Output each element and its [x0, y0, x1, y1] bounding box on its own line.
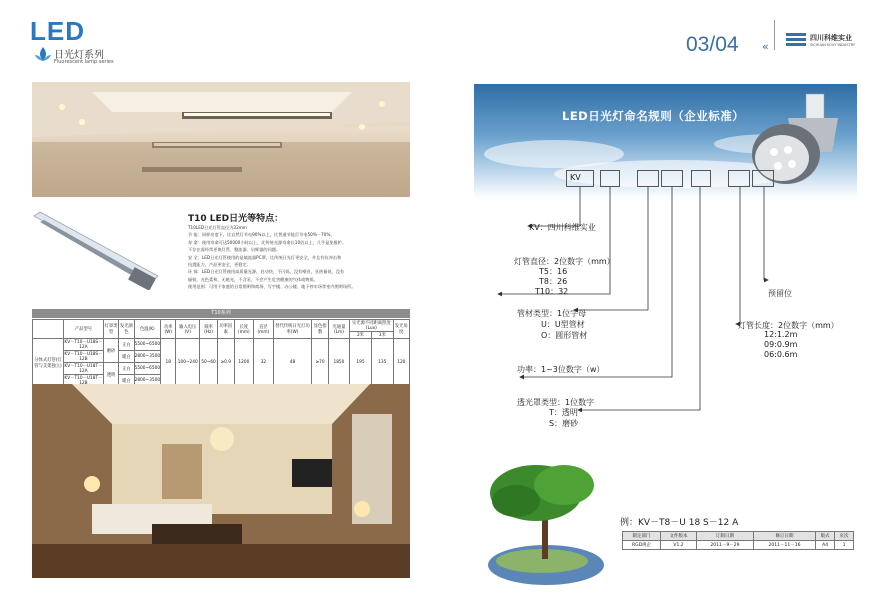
- cover-rule-head: 透光罩类型：1位数字: [517, 398, 595, 407]
- feature-line: 使用范围：可用于家庭的日常照明和商场、写字楼、办公楼、地下停车场等室内照明场所。: [188, 284, 356, 290]
- table-cell: 32: [254, 339, 273, 387]
- tube-type-rule-item: O：圆形管材: [541, 331, 588, 340]
- tube-type-rule-head: 管材类型：1位字母: [517, 309, 587, 318]
- table-header: 产品型号: [64, 320, 104, 339]
- table-header: 显色指数: [312, 320, 328, 339]
- table-header: 灯罩类型: [103, 320, 118, 339]
- length-rule-item: 09:0.9m: [764, 340, 798, 349]
- power-rule: 功率：1~3位数字（w）: [517, 365, 605, 374]
- table-cell: 2800~3500: [134, 351, 160, 363]
- table-cell: KV－T10－U18S－12B: [64, 352, 103, 362]
- table-cell: ≥70: [312, 339, 328, 387]
- table-cell: 18: [161, 339, 176, 387]
- ceiling-lights-photo: [32, 82, 410, 197]
- t10-feature-title: T10 LED日光等特点：: [188, 214, 284, 224]
- table-cell: 正白: [119, 363, 134, 375]
- document-info-table: [622, 531, 854, 550]
- cover-rule-item: S：磨砂: [549, 419, 579, 428]
- table-header: 修订日期: [753, 532, 815, 541]
- table-header-row: [623, 532, 854, 541]
- table-cell: KV－T10－U18S－12A: [64, 340, 103, 350]
- naming-connector-lines: [474, 160, 804, 420]
- feature-line: 抗震能力，产品更安全，更稳定。: [188, 262, 251, 268]
- table-cell: 透明: [103, 363, 118, 387]
- series-logo: [30, 18, 120, 66]
- logo-led-text: LED: [30, 16, 85, 46]
- table-cell: 2011－11－16: [753, 541, 815, 550]
- kv-description: KV：四川科维实业: [529, 223, 596, 232]
- table-cell: 暖白: [119, 351, 134, 363]
- table-cell: 135: [371, 339, 393, 387]
- table-header: 文件版本: [661, 532, 697, 541]
- table-cell: 2011－9－29: [696, 541, 753, 550]
- naming-example: 例：KV－T8－U 18 S－12 A: [620, 518, 739, 528]
- code-kv-label: KV: [570, 173, 581, 182]
- table-row: [623, 541, 854, 550]
- table-header: 页次: [835, 532, 854, 541]
- feature-line: T10LED日光灯管直径为32mm: [188, 225, 247, 230]
- table-header: 2米: [350, 332, 372, 339]
- length-rule-head: 灯管长度：2位数字（mm）: [738, 321, 839, 330]
- table-header: 版式: [816, 532, 835, 541]
- header-divider: [774, 20, 775, 50]
- table-header: 制定部门: [623, 532, 661, 541]
- table-header: 功率(W): [161, 320, 176, 339]
- feature-line: 不存在需经常更换灯管、整流器、启辉器的问题。: [188, 247, 281, 253]
- tube-type-rule-item: U：U型管材: [541, 320, 585, 329]
- brand-logo-icon: [786, 33, 806, 47]
- table-cell: 分体式灯管(灯管与支架独立): [33, 339, 64, 387]
- table-header: 替代传统日光灯功率(W): [273, 320, 312, 339]
- diameter-rule-head: 灯管直径：2位数字（mm）: [514, 257, 615, 266]
- diameter-rule-item: T5：16: [539, 267, 568, 276]
- table-row: [33, 339, 410, 351]
- table-header-row: [33, 320, 410, 332]
- logo-series-en: Fluorescent lamp series: [54, 59, 114, 65]
- table-header: 频率(Hz): [200, 320, 218, 339]
- table-cell: 暖白: [119, 375, 134, 387]
- brand-name-en: SICHUAN KOVY INDUSTRY: [810, 43, 856, 47]
- reserved-rule: 预留位: [768, 289, 792, 298]
- table-cell: ≥0.9: [217, 339, 234, 387]
- table-cell: 50~60: [200, 339, 218, 387]
- table-header: 输入电压(V): [176, 320, 200, 339]
- feature-line: 辐射，光色柔和，无眩光，不含汞，不会产生危害健康的气体或物质。: [188, 276, 318, 282]
- table-cell: 1850: [328, 339, 349, 387]
- brand-name: 四川科维实业: [810, 34, 852, 42]
- t10-tube-photo: [30, 210, 160, 290]
- table-cell: 2800~3500: [134, 375, 160, 387]
- table-cell: 120: [393, 339, 409, 387]
- feature-line: 安 全：LED日光灯管使用的是镇流器PC罩，比传统日光灯更安全，并且有抗冲击和: [188, 254, 342, 260]
- feature-line: 节 能：同样亮度下，比自然灯节电90%以上，比普通节能灯节电50%－70%。: [188, 232, 335, 238]
- spec-table-caption: T10系列: [32, 309, 410, 318]
- page-marker: «: [762, 40, 769, 53]
- table-header: 光通量(Lm): [328, 320, 349, 339]
- table-cell: V1.2: [661, 541, 697, 550]
- table-cell: 1: [835, 541, 854, 550]
- table-cell: 5500~6500: [134, 363, 160, 375]
- lotus-logo-icon: [34, 46, 52, 62]
- diameter-rule-item: T8：26: [539, 277, 568, 286]
- tree-globe-image: [476, 455, 616, 587]
- living-room-photo: [32, 384, 410, 578]
- table-header: 直径(mm): [254, 320, 273, 339]
- length-rule-item: 06:0.6m: [764, 350, 798, 359]
- naming-rules-title: LED日光灯命名规则（企业标准）: [562, 109, 745, 123]
- length-rule-item: 12:1.2m: [764, 330, 798, 339]
- table-header: 实光源不同距离照度(Lux): [350, 320, 394, 332]
- page-number: 03/04: [686, 33, 739, 56]
- table-cell: 磨砂: [103, 339, 118, 363]
- cover-rule-item: T：透明: [549, 408, 578, 417]
- table-header: 发光颜色: [119, 320, 134, 339]
- table-cell: 正白: [119, 339, 134, 351]
- table-header: 色温(K): [134, 320, 160, 339]
- feature-line: 寿 命：使用寿命可达50000小时以上，比传统光源寿命长10倍以上，几乎是免维护。: [188, 239, 347, 245]
- table-cell: KV－T10－U18T－: [64, 375, 104, 387]
- table-header: 功率因素: [217, 320, 234, 339]
- t10-feature-list: [188, 224, 410, 291]
- logo-series-cn: 日光灯系列: [54, 50, 104, 61]
- table-header: 订制日期: [696, 532, 753, 541]
- spec-table: [32, 319, 410, 387]
- table-header: 3米: [371, 332, 393, 339]
- table-cell: KV－T10－U18T－12A: [64, 364, 103, 374]
- table-cell: 195: [350, 339, 372, 387]
- table-cell: 1200: [234, 339, 253, 387]
- table-cell: A4: [816, 541, 835, 550]
- feature-line: 环 保：LED日光灯管使用高质量光源，启动快，不闪烁，没有噪音，亚热量低，没有: [188, 269, 345, 275]
- table-header: 长度(mm): [234, 320, 253, 339]
- table-header: 发光角度: [393, 320, 409, 339]
- table-cell: 100~240: [176, 339, 200, 387]
- table-cell: 5500~6500: [134, 339, 160, 351]
- diameter-rule-item: T10：32: [535, 287, 569, 296]
- table-cell: [33, 320, 64, 339]
- table-cell: RGD规企: [623, 541, 661, 550]
- table-cell: 48: [273, 339, 312, 387]
